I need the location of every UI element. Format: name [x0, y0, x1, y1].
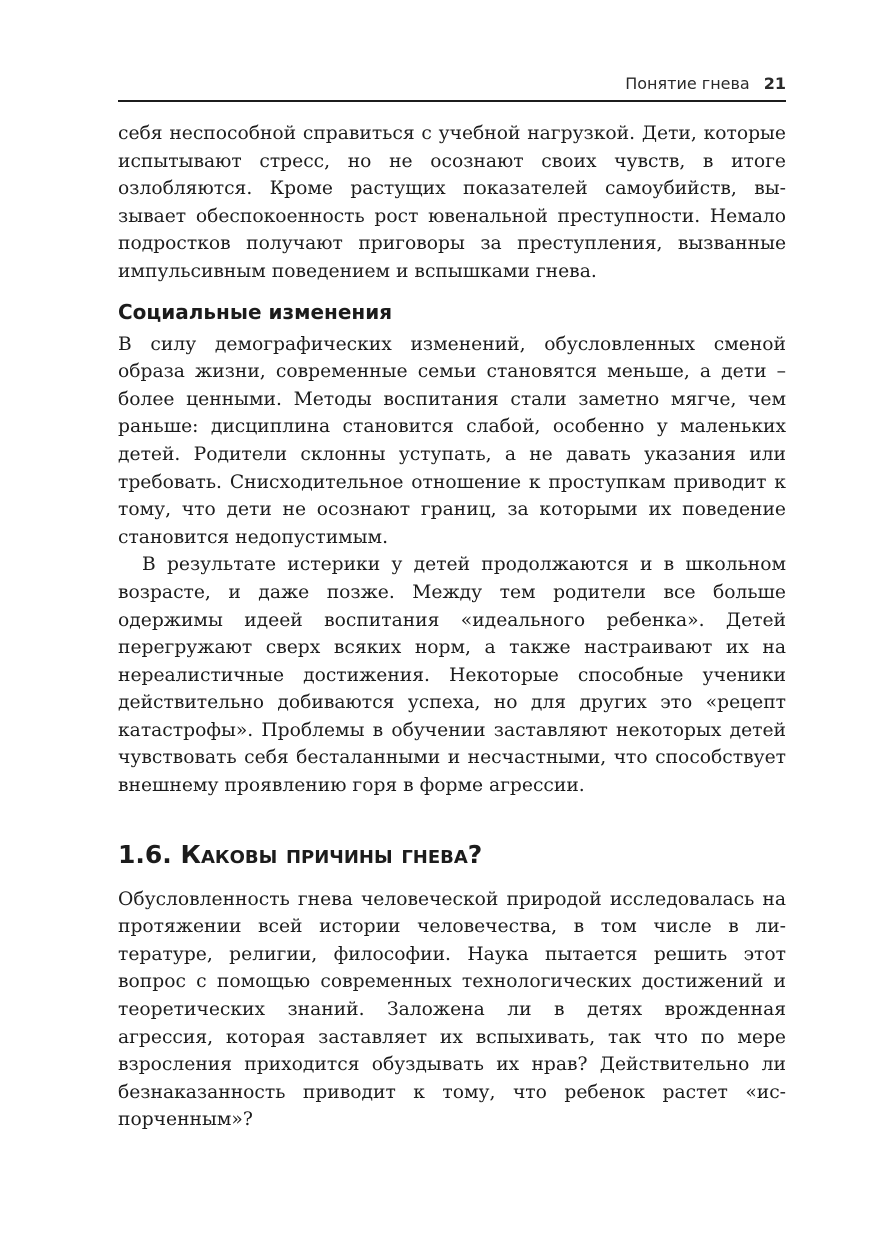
section-number: 1.6.	[118, 839, 172, 869]
section-heading	[118, 838, 786, 872]
paragraph-4: Обусловленность гнева человеческой природой исследовалась на протяжении всей истории человечества, в том числе в литературе, религии, философии. Наука пытается решить этот вопрос с помощью современных технологических достижений и теоретических знаний. Заложена ли в детях врожденная агрессия, которая заставляет их вспыхивать, так что по мере взросления приходится обуздывать их нрав? Действительно ли безнаказанность приводит к тому, что ребенок растет «испорченным»?	[118, 888, 786, 1131]
header-rule	[118, 100, 786, 102]
text-block	[118, 120, 786, 1134]
page-number: 21	[763, 74, 786, 93]
paragraph-1: себя неспособной справиться с учебной нагрузкой. Дети, которые испытывают стресс, но не осознают своих чувств, в итоге озлобляются. Кроме растущих показателей самоубийств, вызывает обеспокоенность рост ювенальной преступности. Немало подростков получают приговоры за преступления, вызванные импульсивным поведением и вспышками гнева.	[118, 123, 786, 282]
running-title: Понятие гнева	[625, 74, 750, 93]
running-head	[118, 74, 786, 93]
section-title: Каковы причины гнева?	[180, 839, 483, 869]
paragraph-3: В результате истерики у детей продолжаются и в школьном возрасте, и даже позже. Между тем родители все больше одержимы идеей воспитания «идеального ребенка». Детей перегружают сверх всяких норм, а также настраивают их на нереалистичные достижения. Некоторые способные ученики действительно добиваются успеха, но для других это «рецепт катастрофы». Проблемы в обучении заставляют некоторых детей чувствовать себя бесталанными и несчастными, что способствует внешнему проявлению горя в форме агрессии.	[118, 554, 786, 797]
paragraph-2: В силу демографических изменений, обусловленных сменой образа жизни, современные семьи становятся меньше, а дети – более ценными. Методы воспитания стали заметно мягче, чем раньше: дисциплина становится слабой, особенно у маленьких детей. Родители склонны уступать, а не давать указания или требовать. Снисходительное отношение к проступкам приводит к тому, что дети не осознают границ, за которыми их поведение становится недопустимым.	[118, 333, 786, 548]
subheading: Социальные изменения	[118, 299, 393, 324]
